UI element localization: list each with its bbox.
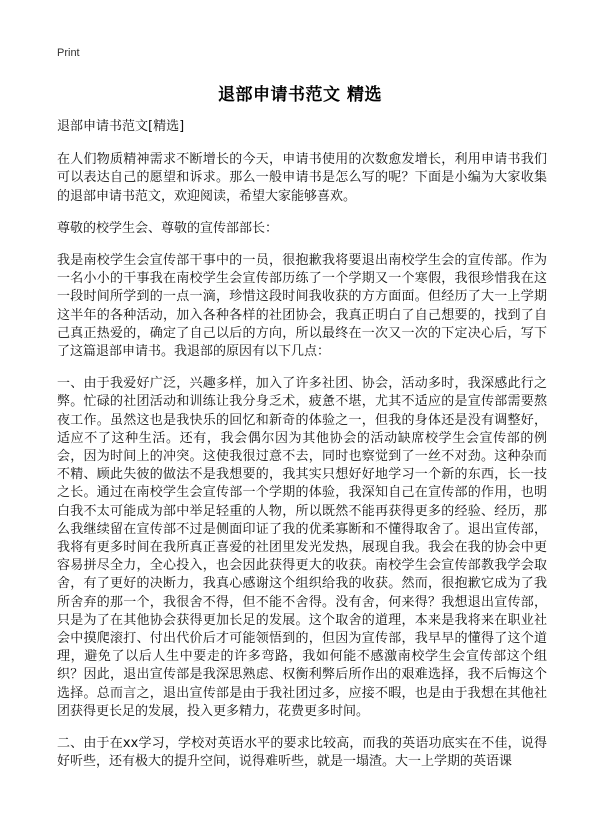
salutation-paragraph: 尊敬的校学生会、尊敬的宣传部部长： [57, 220, 279, 236]
print-link[interactable]: Print [57, 47, 80, 59]
intro-paragraph: 在人们物质精神需求不断增长的今天，申请书使用的次数愈发增长，利用申请书我们可以表达自己的愿望和诉求。那么一般申请书是怎么写的呢？下面是小编为大家收集的退部申请书范文，欢迎阅读，希望大家能够喜欢。 [57, 152, 547, 204]
document-title: 退部申请书范文 精选 [218, 85, 382, 105]
body-paragraph: 一、由于我爱好广泛，兴趣多样，加入了许多社团、协会，活动多时，我深感此行之弊。忙碌的社团活动和训练让我分身乏术，疲惫不堪，尤其不适应的是宣传部需要熬夜工作。虽然这也是我快乐的回忆和新奇的体验之一，但我的身体还是没有调整好，适应不了这种生活。还有，我会偶尔因为其他协会的活动缺席校学生会宣传部的例会，因为时间上的冲突。这使我很过意不去，同时也察觉到了一丝不对劲。这种杂而不精、顾此失彼的做法不是我想要的，我其实只想好好地学习一个新的东西，长一技之长。通过在南校学生会宣传部一个学期的体验，我深知自己在宣传部的作用，也明白我不太可能成为部中举足轻重的人物，所以既然不能再获得更多的经验、经历，那么我继续留在宣传部不过是侧面印证了我的优柔寡断和不懂得取舍了。退出宣传部，我将有更多时间在我所真正喜爱的社团里发光发热，展现自我。我会在我的协会中更容易拼尽全力，全心投入，也会因此获得更大的收获。南校学生会宣传部教我学会取舍，有了更好的决断力，我真心感谢这个组织给我的收获。然而，很抱歉它成为了我所舍弃的那一个，我很舍不得，但不能不舍得。没有舍，何来得？我想退出宣传部，只是为了在其他协会获得更加长足的发展。这个取舍的道理，本来是我将来在职业社会中摸爬滚打、付出代价后才可能领悟到的，但因为宣传部，我早早的懂得了这个道理，避免了以后人生中要走的许多弯路，我如何能不感激南校学生会宣传部这个组织？因此，退出宣传部是我深思熟虑、权衡利弊后所作出的艰难选择，我不后悔这个选择。总而言之，退出宣传部是由于我社团过多，应接不暇，也是由于我想在其他社团获得更长足的发展，投入更多精力，花费更多时间。 [57, 376, 547, 719]
document-body [57, 118, 547, 786]
document-subtitle: 退部申请书范文[精选] [57, 119, 185, 134]
body-paragraph: 二、由于在xx学习，学校对英语水平的要求比较高，而我的英语功底实在不佳，说得好听些，还有极大的提升空间，说得难听些，就是一塌渣。大一上学期的英语课 [57, 736, 547, 770]
body-paragraph: 我是南校学生会宣传部干事中的一员，很抱歉我将要退出南校学生会的宣传部。作为一名小小的干事我在南校学生会宣传部历练了一个学期又一个寒假，我很珍惜我在这一段时间所学到的一点一滴，珍惜这段时间我收获的方方面面。但经历了大一上学期这半年的各种活动，加入各种各样的社团协会，我真正明白了自己想要的，找到了自己真正热爱的，确定了自己以后的方向，所以最终在一次又一次的下定决心后，写下了这篇退部申请书。我退部的原因有以下几点： [57, 253, 547, 360]
